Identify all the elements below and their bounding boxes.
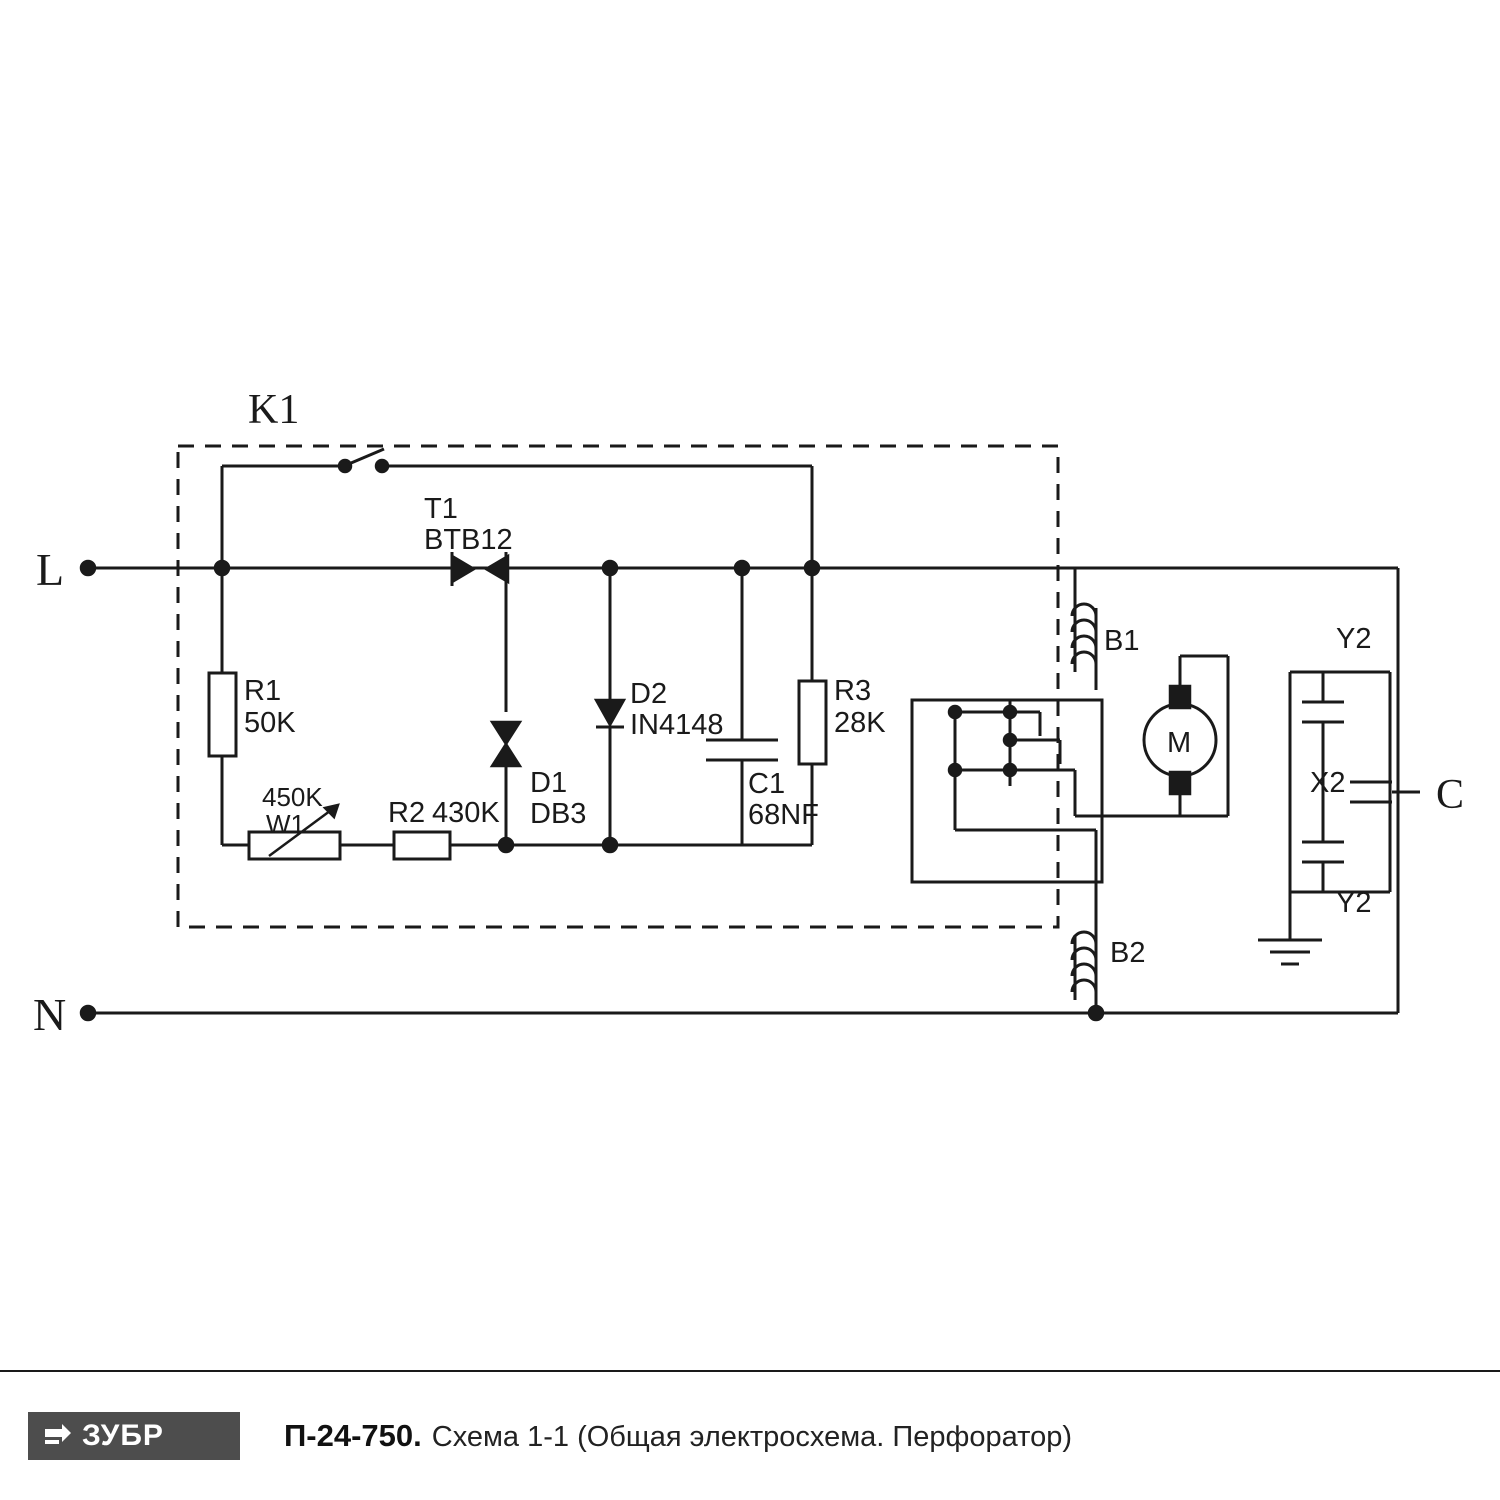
footer-bar	[0, 1370, 1500, 1500]
c1-value-label: 68NF	[748, 799, 819, 831]
coil-b2	[1072, 880, 1096, 1013]
terminal-dot-l	[81, 561, 95, 575]
t1-value-label: BTB12	[424, 524, 513, 556]
switch-contact-dot	[376, 460, 388, 472]
motor-m	[1144, 656, 1228, 816]
terminal-label-l: L	[36, 544, 65, 595]
junction-d2-top	[603, 561, 617, 575]
w1-value-label: 450K	[262, 782, 323, 812]
b1-label: B1	[1104, 625, 1140, 657]
coil-b1	[1072, 568, 1096, 690]
t1-ref-label: T1	[424, 493, 458, 525]
junction-b2-neutral	[1089, 1006, 1103, 1020]
d2-ref-label: D2	[630, 678, 668, 710]
r2-value-label: 430K	[432, 797, 500, 829]
diagram-description: Схема 1-1 (Общая электросхема. Перфоратор)	[431, 1421, 1072, 1453]
r2-ref-label: R2	[388, 797, 426, 829]
triac-t1	[452, 552, 508, 712]
motor-brush-top	[1170, 686, 1190, 708]
terminal-dot-n	[81, 1006, 95, 1020]
k1-label: K1	[248, 387, 300, 433]
b2-label: B2	[1110, 937, 1146, 969]
r1-value-label: 50K	[244, 707, 296, 739]
r3-value-label: 28K	[834, 707, 886, 739]
model-number: П-24-750.	[284, 1418, 422, 1453]
brand-name: ЗУБР	[82, 1419, 164, 1452]
motor-label: M	[1167, 727, 1192, 759]
y2-bottom-label: Y2	[1336, 887, 1372, 919]
r1-ref-label: R1	[244, 675, 282, 707]
w1-ref-label: W1	[266, 809, 305, 839]
y2-top-label: Y2	[1336, 623, 1372, 655]
arrow-icon	[42, 1421, 72, 1451]
x2-label: X2	[1310, 767, 1346, 799]
motor-brush-bottom	[1170, 772, 1190, 794]
terminal-label-n: N	[33, 989, 67, 1040]
switch-pivot-dot	[339, 460, 351, 472]
capacitor-group	[1258, 672, 1420, 964]
footer-caption	[284, 1418, 1072, 1454]
junction-d1-bottom	[499, 838, 513, 852]
brand-badge	[28, 1412, 240, 1460]
resistor-r1	[209, 673, 236, 756]
resistor-r2	[394, 832, 450, 859]
r3-ref-label: R3	[834, 675, 872, 707]
c1-ref-label: C1	[748, 768, 786, 800]
junction-d2-bottom	[603, 838, 617, 852]
d2-value-label: IN4148	[630, 709, 724, 741]
d1-value-label: DB3	[530, 798, 587, 830]
junction-c1-top	[735, 561, 749, 575]
diode-d2	[596, 700, 624, 845]
d1-ref-label: D1	[530, 767, 568, 799]
resistor-r3	[799, 681, 826, 764]
c-group-label: C	[1436, 772, 1465, 818]
